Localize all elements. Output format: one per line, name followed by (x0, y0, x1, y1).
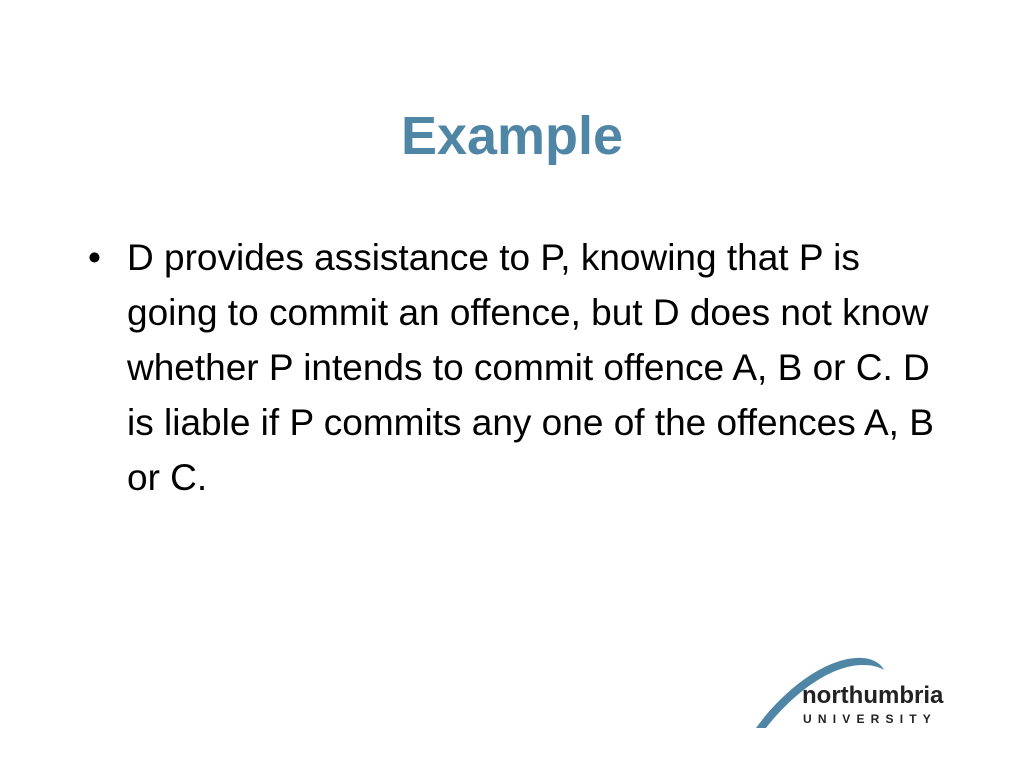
slide-body (84, 230, 954, 505)
bullet-text: D provides assistance to P, knowing that P is going to commit an offence, but D does not know whether P intends to commit offence A, B or C. D is liable if P commits any one of the offences A, B or C. (127, 237, 934, 498)
logo-name: northumbria (802, 682, 944, 709)
bullet-item (84, 230, 954, 505)
slide-title: Example (400, 106, 624, 166)
bullet-marker: • (88, 237, 101, 278)
logo-subtitle: UNIVERSITY (803, 712, 938, 726)
northumbria-university-logo (752, 652, 962, 732)
